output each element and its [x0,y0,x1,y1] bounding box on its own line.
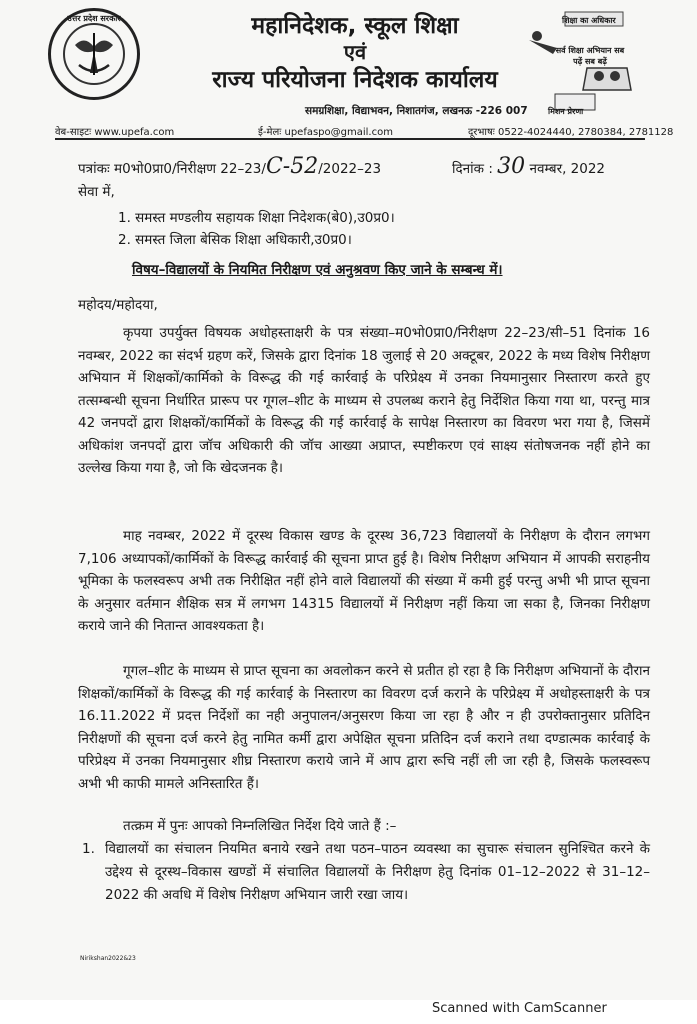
paragraph-3: गूगल–शीट के माध्यम से प्राप्त सूचना का अवलोकन करने से प्रतीत हो रहा है कि निरीक्षण अभियानों के दौरान शिक्षकों/कार्मिकों के विरूद्ध की गई कार्रवाई के निस्तारण का विवरण दर्ज कराने के परिप्रेक्ष्य में अधोहस्ताक्षरी के पत्र 16.11.2022 में प्रदत्त निर्देशों का नही अनुपालन/अनुसरण किया जा रहा है और न ही उपरोक्तानुसार प्रतिदिन निरीक्षणों की सूचना दर्ज करने हेतु नामित कर्मी द्वारा अपेक्षित सूचना प्रतिदिन दर्ज कराने तथा दण्डात्मक कार्रवाई के परिप्रेक्ष्य में उनका नियमानुसार शीघ्र निस्तारण कराये जाने में आप द्वारा रूचि नहीं ली जा रही है, जिसके फलस्वरूप अभी भी काफी मामले अनिस्तारित हैं। [78,663,650,792]
seva-me: सेवा में, [78,184,115,200]
website-text: वेब-साइटः www.upefa.com [55,127,175,138]
mission-prerna-text: मिशन प्रेरणा [548,107,584,116]
subject-line: विषय–विद्यालयों के नियमित निरीक्षण एवं अनुश्रवण किए जाने के सम्बन्ध में। [132,262,503,278]
letter-number-suffix: /2022–23 [318,161,382,177]
point-1-number: 1. [82,841,95,857]
letter-number [78,154,381,179]
salutation: महोदय/महोदया, [78,297,158,313]
paragraph-4: तत्क्रम में पुनः आपको निम्नलिखित निर्देश दिये जाते हैं :– [123,818,397,834]
government-seal [48,8,140,100]
email-text: ई-मेलः upefaspo@gmail.com [258,127,393,138]
date-handwritten: 30 [497,154,526,179]
letter-date [452,154,605,179]
emblem-icon [65,25,123,83]
date-suffix: नवम्बर, 2022 [529,161,606,177]
file-name: Nirikshan2022&23 [80,955,136,962]
office-address: समग्रशिक्षा, विद्याभवन, निशातगंज, लखनऊ -226 007 [305,105,528,117]
letter-number-prefix: पत्रांकः म0भो0प्रा0/निरीक्षण 22–23/ [78,161,266,177]
paragraph-2: माह नवम्बर, 2022 में दूरस्थ विकास खण्ड के दूरस्थ 36,723 विद्यालयों के निरीक्षण के दौरान लगभग 7,106 अध्यापकों/कार्मिकों के विरूद्ध कार्रवाई की सूचना प्राप्त हुई है। विशेष निरीक्षण अभियान में आपकी सराहनीय भूमिका के फलस्वरूप अभी तक निरीक्षित नहीं होने वाले विद्यालयों की संख्या में कमी हुई परन्तु अभी भी प्राप्त सूचना के अनुसार वर्तमान शैक्षिक सत्र में लगभग 14315 विद्यालयों में निरीक्षण नहीं किया जा सका है, जिनका निरीक्षण कराये जाने की नितान्त आवश्यकता है। [78,528,650,634]
paragraph-1: कृपया उपर्युक्त विषयक अधोहस्ताक्षरी के पत्र संख्या–म0भो0प्रा0/निरीक्षण 22–23/सी–51 दिनांक 16 नवम्बर, 2022 का संदर्भ ग्रहण करें, जिसके द्वारा दिनांक 18 जुलाई से 20 अक्टूबर, 2022 के मध्य विशेष निरीक्षण अभियान में शिक्षकों/कार्मिको के विरूद्ध की गई कार्रवाई के परिप्रेक्ष्य में उनका नियमानुसार निस्तारण करते हुए तत्सम्बन्धी सूचना निर्धारित प्रारूप पर गूगल–शीट के माध्यम से उपलब्ध कराने हेतु निर्देशित किया गया था, परन्तु मात्र 42 जनपदों द्वारा शिक्षकों/कार्मिकों के विरूद्ध की गई कार्रवाई के सापेक्ष निस्तारण का विवरण भरा गया है, जिसमें अधिकांश जनपदों द्वारा जॉच अधिकारी की जॉच आख्या अप्राप्त, स्पष्टीकरण एवं साक्ष्य संतोषजनक नहीं होने का उल्लेख किया गया है, जो कि खेदजनक है। [78,325,650,476]
header-line-1: महानिदेशक, स्कूल शिक्षा [251,13,459,39]
point-1-text: विद्यालयों का संचालन नियमित बनाये रखने तथा पठन–पाठन व्यवस्था का सुचारू संचालन सुनिश्चित करने के उद्देश्य से दूरस्थ–विकास खण्डों में संचालित विद्यालयों के निरीक्षण हेतु दिनांक 01–12–2022 से 31–12–2022 की अवधि में विशेष निरीक्षण अभियान जारी रखा जाय। [105,841,650,903]
recipient-2: 2. समस्त जिला बेसिक शिक्षा अधिकारी,उ0प्र0। [118,232,352,248]
seal-text: उत्तर प्रदेश सरकार [67,14,121,23]
header-line-3: राज्य परियोजना निदेशक कार्यालय [212,67,498,93]
seal-emblem [63,23,125,85]
scanner-watermark: Scanned with CamScanner [432,1001,607,1016]
header-line-2: एवं [343,40,367,64]
ssa-logo-text: सर्व शिक्षा अभियान सब पढ़ें सब बढ़ें [555,46,625,66]
date-prefix: दिनांक : [452,161,493,177]
rte-logo-text: शिक्षा का अधिकार [562,16,616,25]
letter-number-handwritten: C-52 [265,154,319,179]
recipient-1: 1. समस्त मण्डलीय सहायक शिक्षा निदेशक(बे0),उ0प्र0। [118,210,395,226]
header-divider [55,138,645,140]
phone-text: दूरभाषः 0522-4024440, 2780384, 2781128 [468,127,674,138]
